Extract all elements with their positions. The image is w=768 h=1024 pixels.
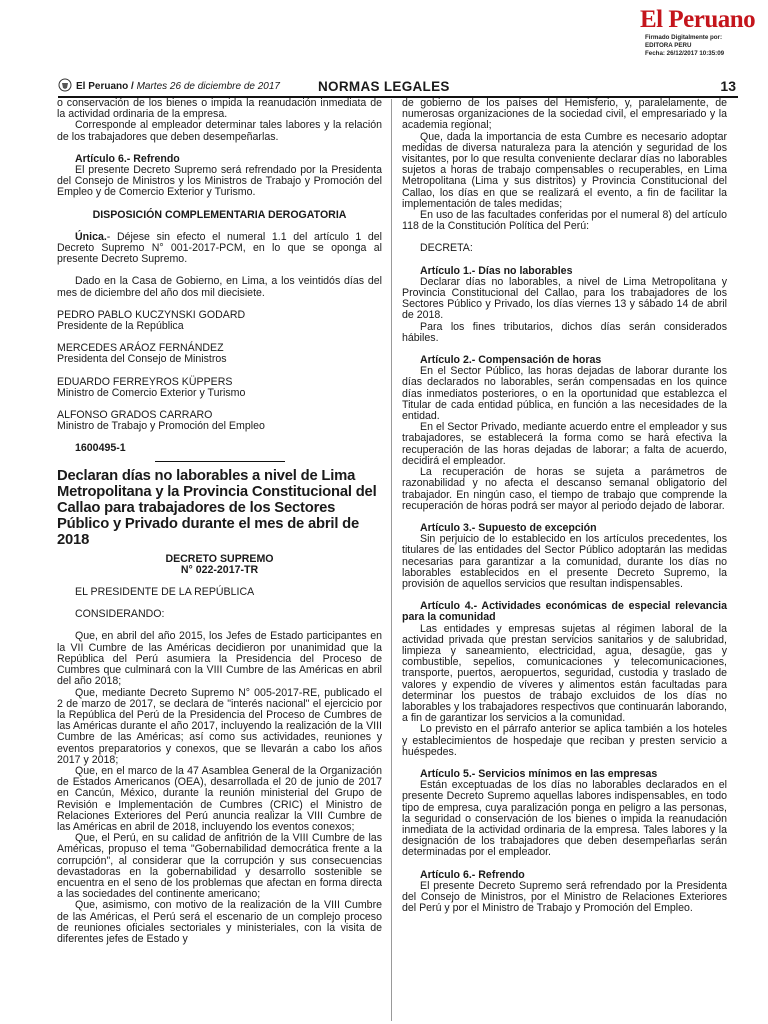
president-line: EL PRESIDENTE DE LA REPÚBLICA xyxy=(75,586,255,599)
el-peruano-logo: El Peruano xyxy=(640,6,756,33)
column-divider xyxy=(391,99,392,1021)
signature-name: MERCEDES ARÁOZ FERNÁNDEZ xyxy=(57,342,224,355)
signature-role: Presidente de la República xyxy=(57,320,184,333)
paragraph: El presente Decreto Supremo será refrendado por la Presidenta del Consejo de Ministros, por el Ministro de Relaciones Exteriores del Perú y por el Ministro de Trabajo y Promoción del Empleo. xyxy=(402,879,727,915)
article-title: Declaran días no laborables a nivel de Lima Metropolitana y la Provincia Constitucional del Callao para trabajadores de los Sectores Público y Privado durante el mes de abril de 2018 xyxy=(57,467,377,548)
paragraph: En el Sector Público, las horas dejadas de laborar durante los días declarados no laborables, serán compensadas en los quince días inmediatos posteriores, o en la oportunidad que establezca el Titular de cada entidad pública, en función a las necesidades de la entidad. xyxy=(402,365,727,423)
paragraph: Dado en la Casa de Gobierno, en Lima, a los veintidós días del mes de diciembre del año dos mil diecisiete. xyxy=(57,275,382,299)
paragraph: Que, en abril del año 2015, los Jefes de Estado participantes en la VII Cumbre de las Américas decidieron por unanimidad que la República del Perú asumiera la Presidencia del Proceso de Cumbres que culminará con la VIII Cumbre de las Américas en abril del año 2018; xyxy=(57,630,382,688)
header-paper-name: El Peruano / Martes 26 de diciembre de 2017 xyxy=(76,81,280,92)
paragraph: Que, asimismo, con motivo de la realización de la VIII Cumbre de las Américas, el Perú será el escenario de un complejo proceso de reuniones oficiales sectoriales y ministeriales, con la visita de diferentes jefes de Estado y xyxy=(57,899,382,945)
decree-label: DECRETO SUPREMO xyxy=(165,552,274,565)
paragraph: Para los fines tributarios, dichos días serán considerados hábiles. xyxy=(402,320,727,344)
unica-label: Única. xyxy=(75,230,107,243)
left-column xyxy=(57,98,382,945)
signature-role: Ministro de Trabajo y Promoción del Empleo xyxy=(57,420,265,433)
paragraph: Declarar días no laborables, a nivel de Lima Metropolitana y Provincia Constitucional del Callao, para los trabajadores de los Sectores Público y Privado, los días viernes 13 y sábado 14 de abril de 2018. xyxy=(402,275,727,322)
signature-name: EDUARDO FERREYROS KÜPPERS xyxy=(57,375,233,388)
paragraph: Que, dada la importancia de esta Cumbre es necesario adoptar medidas de diversa naturaleza para la atención y seguridad de los visitantes, por lo que resulta conveniente declarar días no laborables sujetos a horas de trabajo compensables o recuperables, en Lima Metropolitana (Lima y sus distritos) y Provincia Constitucional del Callao, los días en que se realizará el evento, a fin de facilitar la implementación de tales medidas; xyxy=(402,130,727,210)
paragraph: Están exceptuadas de los días no laborables declarados en el presente Decreto Supremo aquellas labores indispensables, en todo tipo de empresa, cuya paralización ponga en peligro a las personas, la seguridad o conservación de los bienes o impida la reanudación inmediata de la actividad ordinaria de la empresa. Tales labores y la designación de los trabajadores que deben desempeñarlas serán determinadas por el empleador. xyxy=(402,779,727,859)
paragraph: Las entidades y empresas sujetas al régimen laboral de la actividad privada que prestan servicios sanitarios y de salubridad, limpieza y saneamiento, electricidad, agua, desagüe, gas y combustible, sepelios, comunicaciones y telecomunicaciones, transporte, puertos, aeropuertos, seguridad, custodia y traslado de valores y expendio de víveres y alimentos están facultadas para determinar los puestos de trabajo excluidos de los días no laborables y los trabajadores respectivos que continuarán laborando, a fin de garantizar los servicios a la comunidad. xyxy=(402,622,727,725)
firma-line: EDITORA PERU xyxy=(645,42,692,49)
paragraph: Que, el Perú, en su calidad de anfitrión de la VIII Cumbre de las Américas, propuso el tema "Gobernabilidad democrática frente a la corrupción", al considerar que la corrupción y sus consecuencias devastadoras en la gobernabilidad y desarrollo sostenible se encuentra en el seno de los problemas que afectan en forma directa a las sociedades del continente americano; xyxy=(57,832,382,901)
paragraph: En el Sector Privado, mediante acuerdo entre el empleador y sus trabajadores, se establecerá la forma como se hará efectiva la recuperación de las horas dejadas de laborar; a falta de acuerdo, decidirá el empleador. xyxy=(402,421,727,467)
firma-line: Fecha: 26/12/2017 10:35:09 xyxy=(645,50,725,57)
paragraph: En uso de las facultades conferidas por el numeral 8) del artículo 118 de la Constitución Política del Perú: xyxy=(402,209,727,233)
article-heading: Artículo 3.- Supuesto de excepción xyxy=(420,521,597,534)
article-heading: Artículo 5.- Servicios mínimos en las empresas xyxy=(420,767,658,780)
document-reference: 1600495-1 xyxy=(75,442,126,455)
signature-name: ALFONSO GRADOS CARRARO xyxy=(57,409,213,422)
paragraph: Sin perjuicio de lo establecido en los artículos precedentes, los titulares de las entidades del Sector Público adoptarán las medidas necesarias para garantizar a la comunidad, durante los días no laborables establecidos en el presente Decreto Supremo, la provisión de aquellos servicios que resultan indispensables. xyxy=(402,533,727,590)
header-section: NORMAS LEGALES xyxy=(318,79,450,94)
paragraph: La recuperación de horas se sujeta a parámetros de razonabilidad y no afecta el descanso semanal obligatorio del trabajador. En ningún caso, el tiempo de trabajo que comprende la recuperación de horas podrá ser mayor al periodo dejado de laborar. xyxy=(402,466,727,512)
coat-of-arms-icon xyxy=(58,78,72,92)
paragraph: Que, mediante Decreto Supremo N° 005-2017-RE, publicado el 2 de marzo de 2017, se declara de "interés nacional" el ejercicio por la República del Perú de la Presidencia del Proceso de Cumbres de las Américas durante el año 2017, incluyendo la realización de la VIII Cumbre de las Américas; así como sus actividades, reuniones y eventos preparatorios y conexos, que se llevarán a cabo los años 2017 y 2018; xyxy=(57,686,382,766)
paragraph: El presente Decreto Supremo será refrendado por la Presidenta del Consejo de Ministros y los Ministros de Trabajo y Promoción del Empleo y de Comercio Exterior y Turismo. xyxy=(57,164,382,199)
decree-number: N° 022-2017-TR xyxy=(180,563,259,576)
article-heading: Artículo 6.- Refrendo xyxy=(420,868,525,881)
considerando-label: CONSIDERANDO: xyxy=(75,608,165,621)
paragraph: Que, en el marco de la 47 Asamblea General de la Organización de Estados Americanos (OEA), desarrollada el 20 de junio de 2017 en Cancún, México, durante la reunión ministerial del Grupo de Revisión e Implementación de Cumbres (CRIC) el Ministro de Relaciones Exteriores del Perú anuncia realizar la VIII Cumbre de las Américas en abril de 2018, incluyendo los eventos conexos; xyxy=(57,764,382,833)
firma-line: Firmado Digitalmente por: xyxy=(645,34,723,41)
paragraph: Lo previsto en el párrafo anterior se aplica también a los hoteles y establecimientos de hospedaje que reciban y presten servicio a huéspedes. xyxy=(402,723,727,758)
page-header xyxy=(58,78,738,98)
article-heading: Artículo 1.- Días no laborables xyxy=(420,264,573,277)
paragraph: o conservación de los bienes o impida la reanudación inmediata de la actividad ordinaria de la empresa. xyxy=(57,97,382,121)
signature-role: Presidenta del Consejo de Ministros xyxy=(57,353,227,366)
signature-name: PEDRO PABLO KUCZYNSKI GODARD xyxy=(57,308,246,321)
article-heading: Artículo 4.- Actividades económicas de especial relevancia para la comunidad xyxy=(402,600,727,624)
article-heading: Artículo 2.- Compensación de horas xyxy=(420,354,602,367)
section-heading: DISPOSICIÓN COMPLEMENTARIA DEROGATORIA xyxy=(92,208,347,221)
decreta-label: DECRETA: xyxy=(420,242,473,255)
signature-role: Ministro de Comercio Exterior y Turismo xyxy=(57,386,246,399)
page-number: 13 xyxy=(720,78,736,94)
paragraph: Corresponde al empleador determinar tales labores y la relación de los trabajadores que deben desempeñarlas. xyxy=(57,119,382,143)
digital-signature-stamp xyxy=(645,34,767,58)
paragraph: Única.- Déjese sin efecto el numeral 1.1 del artículo 1 del Decreto Supremo N° 001-2017-PCM, en lo que se oponga al presente Decreto Supremo. xyxy=(57,230,382,266)
header-date: Martes 26 de diciembre de 2017 xyxy=(133,81,280,92)
right-column xyxy=(402,98,727,914)
paragraph: de gobierno de los países del Hemisferio, y, paralelamente, de numerosas organizaciones de la sociedad civil, el empresariado y la academia regional; xyxy=(402,97,727,132)
article-heading: Artículo 6.- Refrendo xyxy=(75,152,180,165)
